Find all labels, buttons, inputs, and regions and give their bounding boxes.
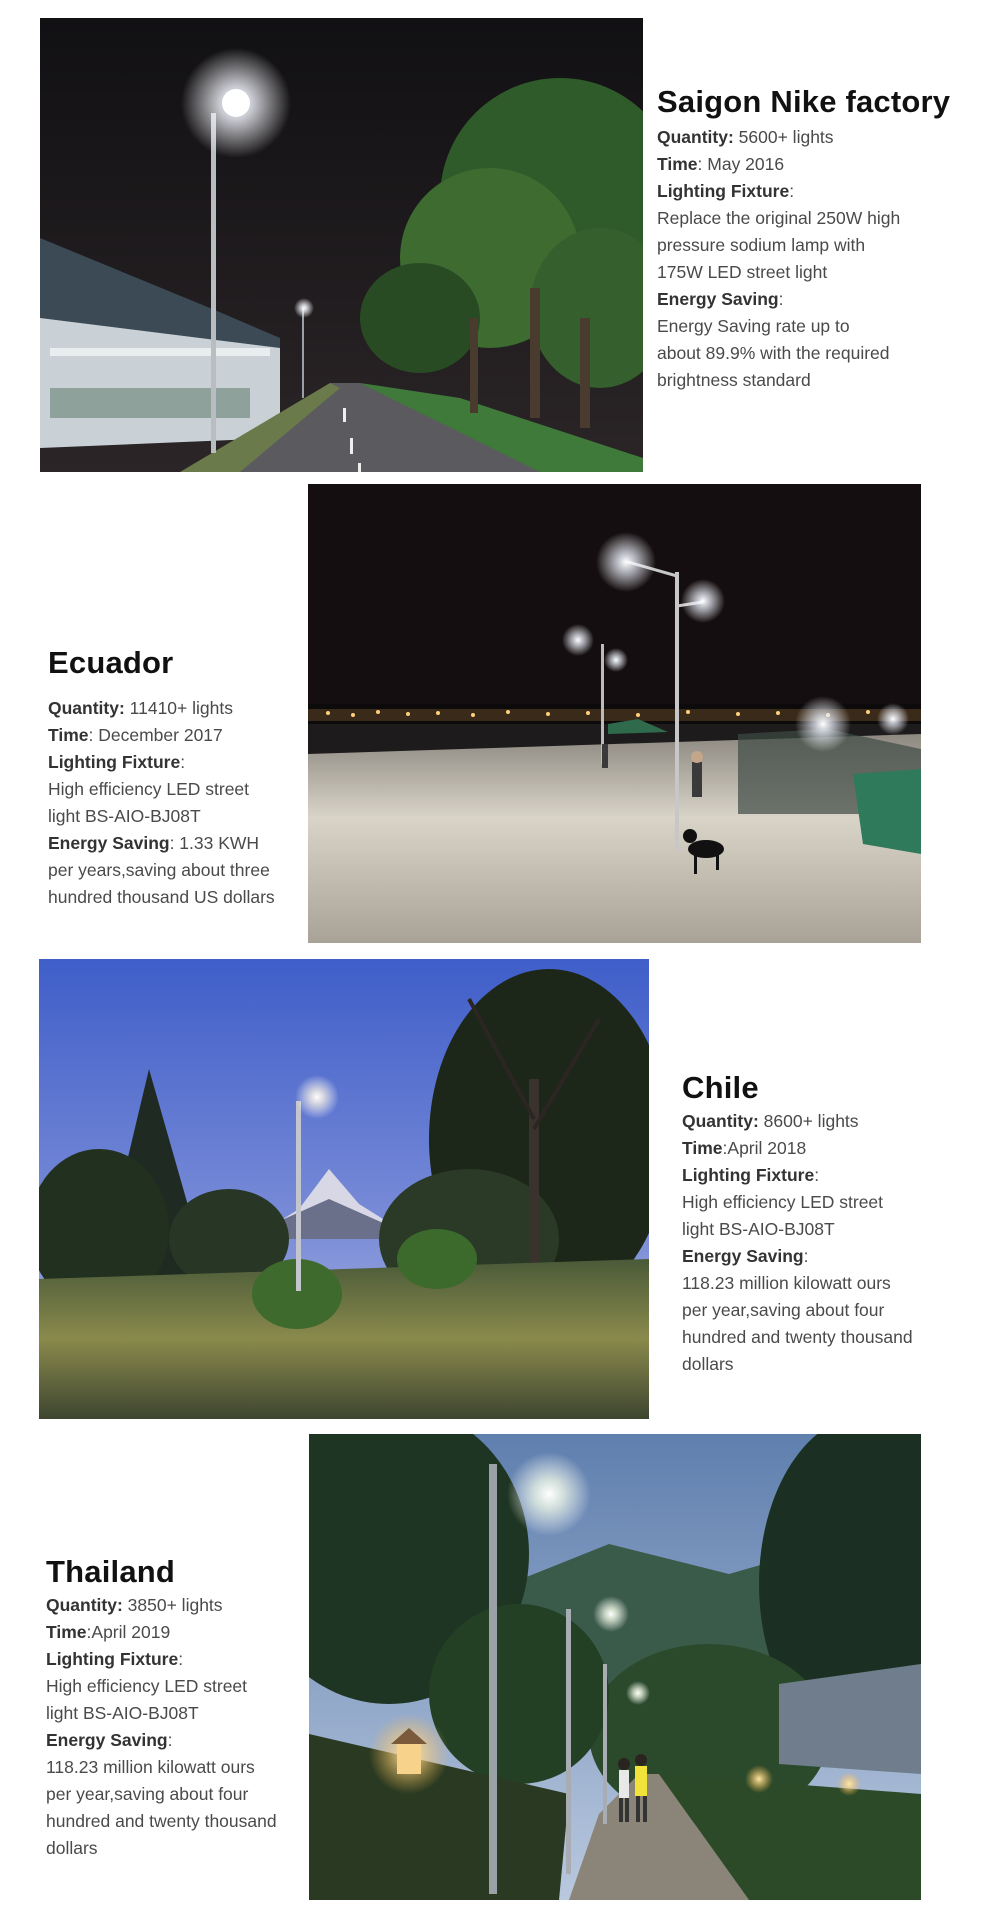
fixture-label: Lighting Fixture [682,1165,815,1185]
saving-line: per year,saving about four [682,1300,885,1320]
saving-suffix: : [167,1730,173,1750]
fixture-line: High efficiency LED street [682,1192,884,1212]
fixture-line: pressure sodium lamp with [657,235,866,255]
fixture-line: High efficiency LED street [46,1676,248,1696]
quantity-line [48,695,308,722]
saving-label: Energy Saving [682,1246,804,1266]
saving-line: Energy Saving rate up to [657,316,850,336]
time-label: Time [657,154,698,174]
project-title: Chile [682,1070,759,1105]
saving-label: Energy Saving [657,289,779,309]
saving-line: per year,saving about four [46,1784,249,1804]
saving-line: brightness standard [657,370,811,390]
quantity-label: Quantity: [46,1595,123,1615]
project-info-chile [682,1070,982,1378]
fixture-suffix: : [789,181,795,201]
saving-heading [46,1727,306,1754]
fixture-line: 175W LED street light [657,262,828,282]
saving-line: about 89.9% with the required [657,343,890,363]
quantity-label: Quantity: [48,698,125,718]
thailand-tropical-path-photo [309,1434,921,1900]
quantity-line [46,1592,306,1619]
fixture-suffix: : [178,1649,184,1669]
quantity-value: 5600+ lights [733,127,834,147]
time-value: :April 2018 [722,1138,807,1158]
time-line [48,722,308,749]
quantity-value: 3850+ lights [122,1595,223,1615]
fixture-heading [682,1162,982,1189]
fixture-heading [48,749,308,776]
saving-heading [657,286,987,313]
quantity-value: 11410+ lights [124,698,233,718]
time-line [682,1135,982,1162]
time-value: : December 2017 [88,725,223,745]
saving-line: dollars [46,1838,98,1858]
ecuador-beach-night-photo [308,484,921,943]
quantity-value: 8600+ lights [758,1111,859,1131]
time-line [46,1619,306,1646]
time-label: Time [682,1138,723,1158]
fixture-line: light BS-AIO-BJ08T [48,806,201,826]
saving-line: per years,saving about three [48,860,270,880]
saving-suffix: : [803,1246,809,1266]
fixture-line: light BS-AIO-BJ08T [682,1219,835,1239]
saving-line: 118.23 million kilowatt ours [46,1757,255,1777]
project-info-thailand [46,1554,306,1862]
saving-suffix: : 1.33 KWH [169,833,260,853]
time-value: :April 2019 [86,1622,171,1642]
saving-line: 118.23 million kilowatt ours [682,1273,891,1293]
quantity-line [657,124,987,151]
fixture-label: Lighting Fixture [46,1649,179,1669]
quantity-line [682,1108,982,1135]
fixture-heading [46,1646,306,1673]
saving-label: Energy Saving [48,833,170,853]
saving-line: dollars [682,1354,734,1374]
saving-suffix: : [778,289,784,309]
time-label: Time [48,725,89,745]
saving-line: hundred and twenty thousand [46,1811,277,1831]
project-title: Saigon Nike factory [657,84,951,119]
fixture-suffix: : [180,752,186,772]
quantity-label: Quantity: [682,1111,759,1131]
fixture-line: Replace the original 250W high [657,208,901,228]
quantity-label: Quantity: [657,127,734,147]
fixture-suffix: : [814,1165,820,1185]
fixture-label: Lighting Fixture [657,181,790,201]
chile-park-dusk-photo [39,959,649,1419]
saving-label: Energy Saving [46,1730,168,1750]
fixture-heading [657,178,987,205]
project-info-saigon [657,84,987,394]
saving-line: hundred thousand US dollars [48,887,275,907]
time-line [657,151,987,178]
project-title: Thailand [46,1554,176,1589]
time-value: : May 2016 [697,154,785,174]
fixture-line: High efficiency LED street [48,779,250,799]
fixture-line: light BS-AIO-BJ08T [46,1703,199,1723]
project-title: Ecuador [48,645,174,680]
project-info-ecuador [48,645,308,911]
saving-heading [682,1243,982,1270]
fixture-label: Lighting Fixture [48,752,181,772]
saving-line: hundred and twenty thousand [682,1327,913,1347]
nike-factory-night-road-photo [40,18,643,472]
time-label: Time [46,1622,87,1642]
saving-heading [48,830,308,857]
